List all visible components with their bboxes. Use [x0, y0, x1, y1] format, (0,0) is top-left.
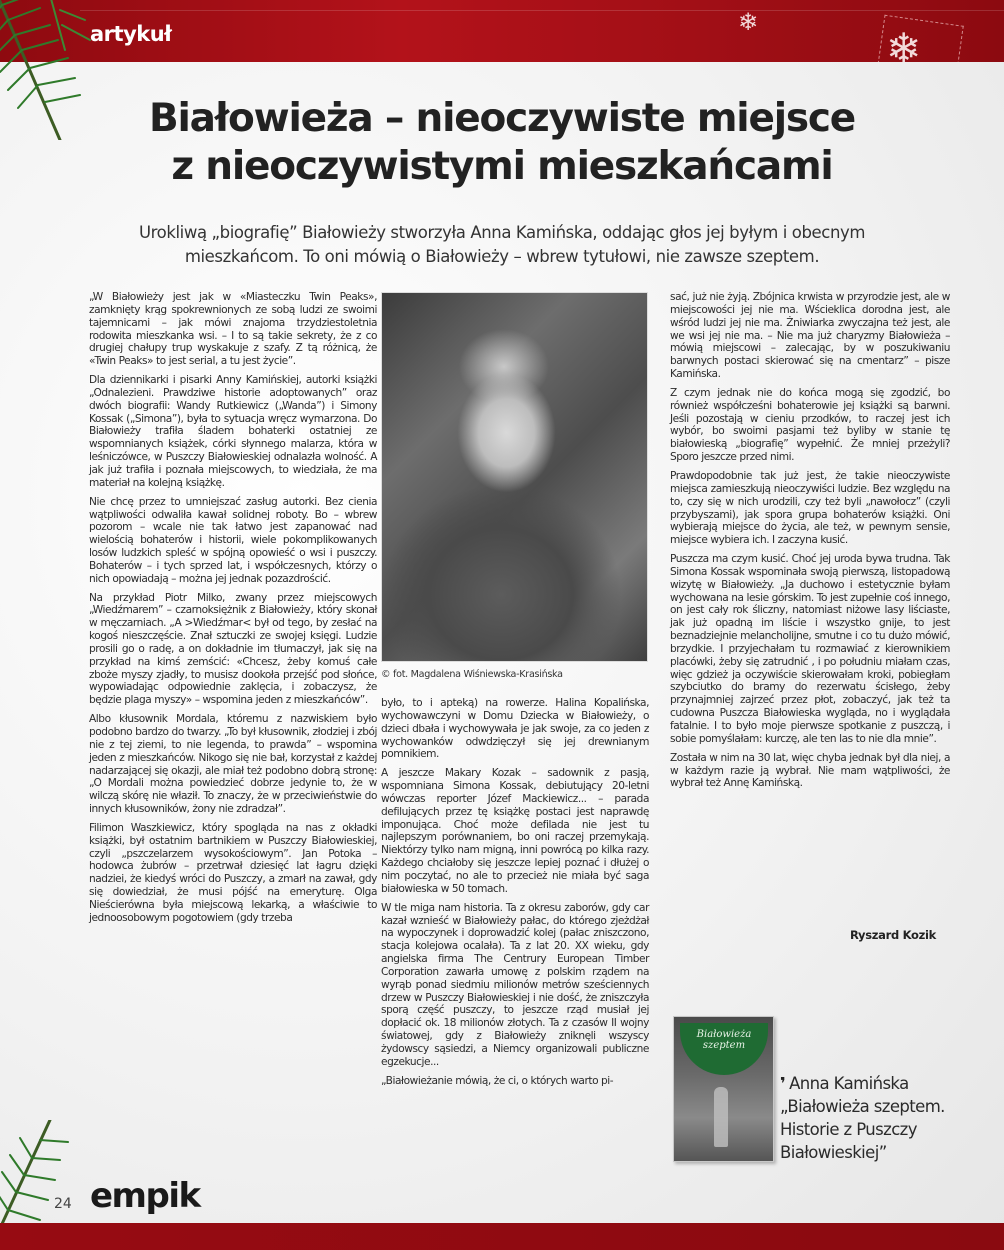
page-number: 24: [54, 1196, 72, 1212]
snowflake-icon: ❄: [886, 24, 922, 62]
paragraph: Nie chcę przez to umniejszać zasług autorki. Bez cienia wątpliwości odwaliła kawał solidnej roboty. Bo – wbrew pozorom – wcale nie tak łatwo jest zapanować nad wielością bohaterów i historii, wiele pokomplikowanych losów ludzkich spleść w spójną opowieść o wsi i puszczy. Bohaterów – i tych sprzed lat, i współczesnych, którzy o nich opowiadają – można jej jednak pozazdrościć.: [89, 495, 377, 585]
paragraph: było, to i apteką) na rowerze. Halina Kopalińska, wychowawczyni w Domu Dziecka w Białowieży, o dzieci dbała i wychowywała je jak swoje, za co jeden z wychowanków odwdzięczył się jej drewnianym pomnikiem.: [381, 697, 649, 761]
book-cover-image: [673, 1016, 774, 1162]
paragraph: Filimon Waszkiewicz, który spogląda na nas z okładki książki, był ostatnim bartnikiem w Puszczy Białowieskiej, czyli „pszczelarzem wysokościowym”. Jan Potoka – hodowca żubrów – przetrwał dziesięć lat łagru dzięki nadziei, że kiedyś wróci do Puszczy, a zmarł na zawał, gdy się dowiedział, że musi pójść na emeryturę. Olga Nieścierówna była miejscową lekarką, a właściwie to jednoosobowym pogotowiem (gdy trzeba: [89, 821, 377, 924]
book-author: Anna Kamińska: [789, 1074, 909, 1093]
paragraph: sać, już nie żyją. Zbójnica krwista w przyrodzie jest, ale w miejscowości jej nie ma. Wścieklica dorodna jest, ale wśród ludzi jej nie ma. Żniwiarka zwyczajna też jest, ale we wsi jej nie ma. – Nie ma już charyzmy Białowieża – mówią miejscowi – zalecając, by w poszukiwaniu barwnych postaci skierować się na cmentarz” – pisze Kamińska.: [670, 291, 950, 381]
quote-mark-icon: ❜: [780, 1074, 786, 1093]
brand-logo: empik: [90, 1176, 200, 1216]
article-lead: [100, 221, 904, 269]
paragraph: Została w nim na 30 lat, więc chyba jednak był dla niej, a w każdym razie ją wybrał. Nie mam wątpliwości, że wybrał też Annę Kamińską.: [670, 751, 950, 790]
article-title-line2: z nieoczywistymi mieszkańcami: [171, 144, 833, 189]
book-cover-title: Białowieża szeptem: [696, 1029, 752, 1051]
paragraph: Prawdopodobnie tak już jest, że takie nieoczywiste miejsca zamieszkują nieoczywiści ludzie. Bez względu na to, czy się w nich urodzili, czy też byli „nawołocz” (czyli przybyszami), jak spora grupa bohaterów książki. Oni wybierają miejsce do życia, ale też, w pewnym sensie, miejsce wybiera ich. I zaczyna kusić.: [670, 469, 950, 547]
photo-credit: © fot. Magdalena Wiśniewska-Krasińska: [381, 669, 563, 680]
book-info: [780, 1072, 970, 1164]
article-lead-line1: Urokliwą „biografię” Białowieży stworzyła Anna Kamińska, oddając głos jej byłym i obecnym: [138, 223, 866, 242]
paragraph: Albo kłusownik Mordala, któremu z nazwiskiem było podobno bardzo do twarzy. „To był kłusownik, złodziej i zbój nie z tej ziemi, to nie legenda, to prawda” – wspomina jeden z mieszkańców. Nikogo się nie bał, korzystał z każdej nadarzającej się okazji, ale miał też podobno dobrą stronę: „O Mordali można powiedzieć dobrze jedynie to, że w wilczą skórę nie właził. To znaczy, że w przeciwieństwie do innych kłusowników, żony nie zdradzał”.: [89, 713, 377, 816]
article-column-2: [381, 697, 649, 1093]
footer-band: [0, 1223, 1004, 1250]
decorative-line: [80, 10, 1004, 11]
book-title-line3: Białowieskiej”: [780, 1143, 887, 1162]
header-band: [0, 0, 1004, 62]
snowflake-icon: ❄: [738, 8, 759, 36]
paragraph: A jeszcze Makary Kozak – sadownik z pasją, wspomniana Simona Kossak, debiutujący 20-letni wówczas reporter Józef Mackiewicz... – parada defilujących przez tę książkę postaci jest naprawdę imponująca. Choć może defilada nie jest tu najlepszym porównaniem, bo oni raczej przemykają. Niektórzy tylko nam migną, inni powrócą po kilka razy. Każdego chciałoby się jeszcze lepiej poznać i dłużej o nim poczytać, no ale to przecież nie miała być saga białowieska w 50 tomach.: [381, 767, 649, 895]
book-title-line1: „Białowieża szeptem.: [780, 1097, 945, 1116]
paragraph: Z czym jednak nie do końca mogą się zgodzić, bo również współcześni bohaterowie jej książki są barwni. Jeśli pozostają w cieniu przodków, to raczej jest ich wybór, bo swoimi pasjami też byliby w stanie tę białowieską „biografię” wypełnić. Że mniej przeżyli? Sporo jeszcze przed nimi.: [670, 386, 950, 464]
article-column-1: [89, 291, 377, 931]
book-title-line2: Historie z Puszczy: [780, 1120, 917, 1139]
paragraph: W tle miga nam historia. Ta z okresu zaborów, gdy car kazał wznieść w Białowieży pałac, do którego zjeżdżał na wypoczynek i doprowadzić kolej (pałac zniszczono, stacja kolejowa ocalała). Ta z lat 20. XX wieku, gdy angielska firma The Centrury European Timber Corporation zawarła umowę z polskim rządem na wyrąb ponad siedmiu milionów metrów sześciennych drzew w Puszczy Białowieskiej i nie dość, że zniszczyła sporą część puszczy, to jeszcze rząd musiał jej dopłacić ok. 18 milionów złotych. Ta z czasów II wojny światowej, gdy z Białowieży zniknęli wszyscy żydowscy sąsiedzi, a Niemcy organizowali publiczne egzekucje...: [381, 901, 649, 1068]
article-title: [60, 95, 944, 191]
section-label: artykuł: [90, 22, 172, 46]
book-cover-figure: [714, 1087, 728, 1147]
article-title-line1: Białowieża – nieoczywiste miejsce: [148, 96, 856, 141]
paragraph: „W Białowieży jest jak w «Miasteczku Twin Peaks», zamknięty krąg spokrewnionych ze sobą ludzi ze swoimi tajemnicami – jak mówi znajoma trzydziestoletnia rodowita mieszkanka wsi. – I to są takie sekrety, że z co drugiej chałupy trup wyskakuje z szafy. Z tą różnicą, że «Twin Peaks» to jest serial, a tu jest życie”.: [89, 291, 377, 368]
paragraph: Puszcza ma czym kusić. Choć jej uroda bywa trudna. Tak Simona Kossak wspominała swoją pierwszą, listopadową wizytę w Białowieży. „Ja duchowo i estetycznie byłam wychowana na lesie górskim. To jest zupełnie coś innego, on jest cały rok śliczny, natomiast niżowe lasy liściaste, jak już opadną im liście i wszystko gnije, to jest beznadziejnie melancholijne, smutne i co tu dużo mówić, brzydkie. I przyjechałam tu rozmawiać z kierownikiem placówki, żeby się zatrudnić , i po południu miałam czas, więc gdzież ja oczywiście skierowałam kroki, pobiegłam szybciutko do bramy do rezerwatu ścisłego, żeby przynajmniej zajrzeć przez płot, zobaczyć, jak też ta cudowna Puszcza Białowieska wygląda, no i wyglądała fatalnie. I to było moje pierwsze spotkanie z puszczą, i sobie pomyślałam: kurczę, ale ten las to nie dla mnie”.: [670, 553, 950, 745]
paragraph: „Białowieżanie mówią, że ci, o których warto pi-: [381, 1074, 614, 1087]
article-column-3: [670, 291, 950, 796]
article-lead-line2: mieszkańcom. To oni mówią o Białowieży – wbrew tytułowi, nie zawsze szeptem.: [184, 247, 820, 266]
author-photo: [381, 292, 648, 662]
paragraph: Dla dziennikarki i pisarki Anny Kamińskiej, autorki książki „Odnalezieni. Prawdziwe historie adoptowanych” oraz dwóch biografii: Wandy Rutkiewicz („Wanda”) i Simony Kossak („Simona”), była to sytuacja wręcz wymarzona. Do Białowieży trafiła śladem bohaterki ostatniej ze wspomnianych książek, córki słynnego malarza, która w leśniczówce, w Puszczy Białowieskiej odnalazła wolność. A jak już trafiła i poznała miejscowych, to wiedziała, że ma materiał na kolejną książkę.: [89, 374, 377, 489]
paragraph: Na przykład Piotr Milko, zwany przez miejscowych „Wiedźmarem” – czarnoksiężnik z Białowieży, który skonał w męczarniach. „A >Wiedźmar< był od tego, by zesłać na kogoś nieszczęście. Znał sztuczki ze swojej księgi. Ludzie prosili go o radę, a on dokładnie im tłumaczył, jak się na przykład na kimś zemścić: «Chcesz, żeby komuś całe zboże myszy zjadły, to musisz dookoła przejść pod słońce, wypowiadając odpowiednie zaklęcia, i zobaczysz, że będzie plaga myszy» – wspomina jeden z mieszkańców”.: [89, 591, 377, 707]
article-author: Ryszard Kozik: [849, 928, 936, 942]
